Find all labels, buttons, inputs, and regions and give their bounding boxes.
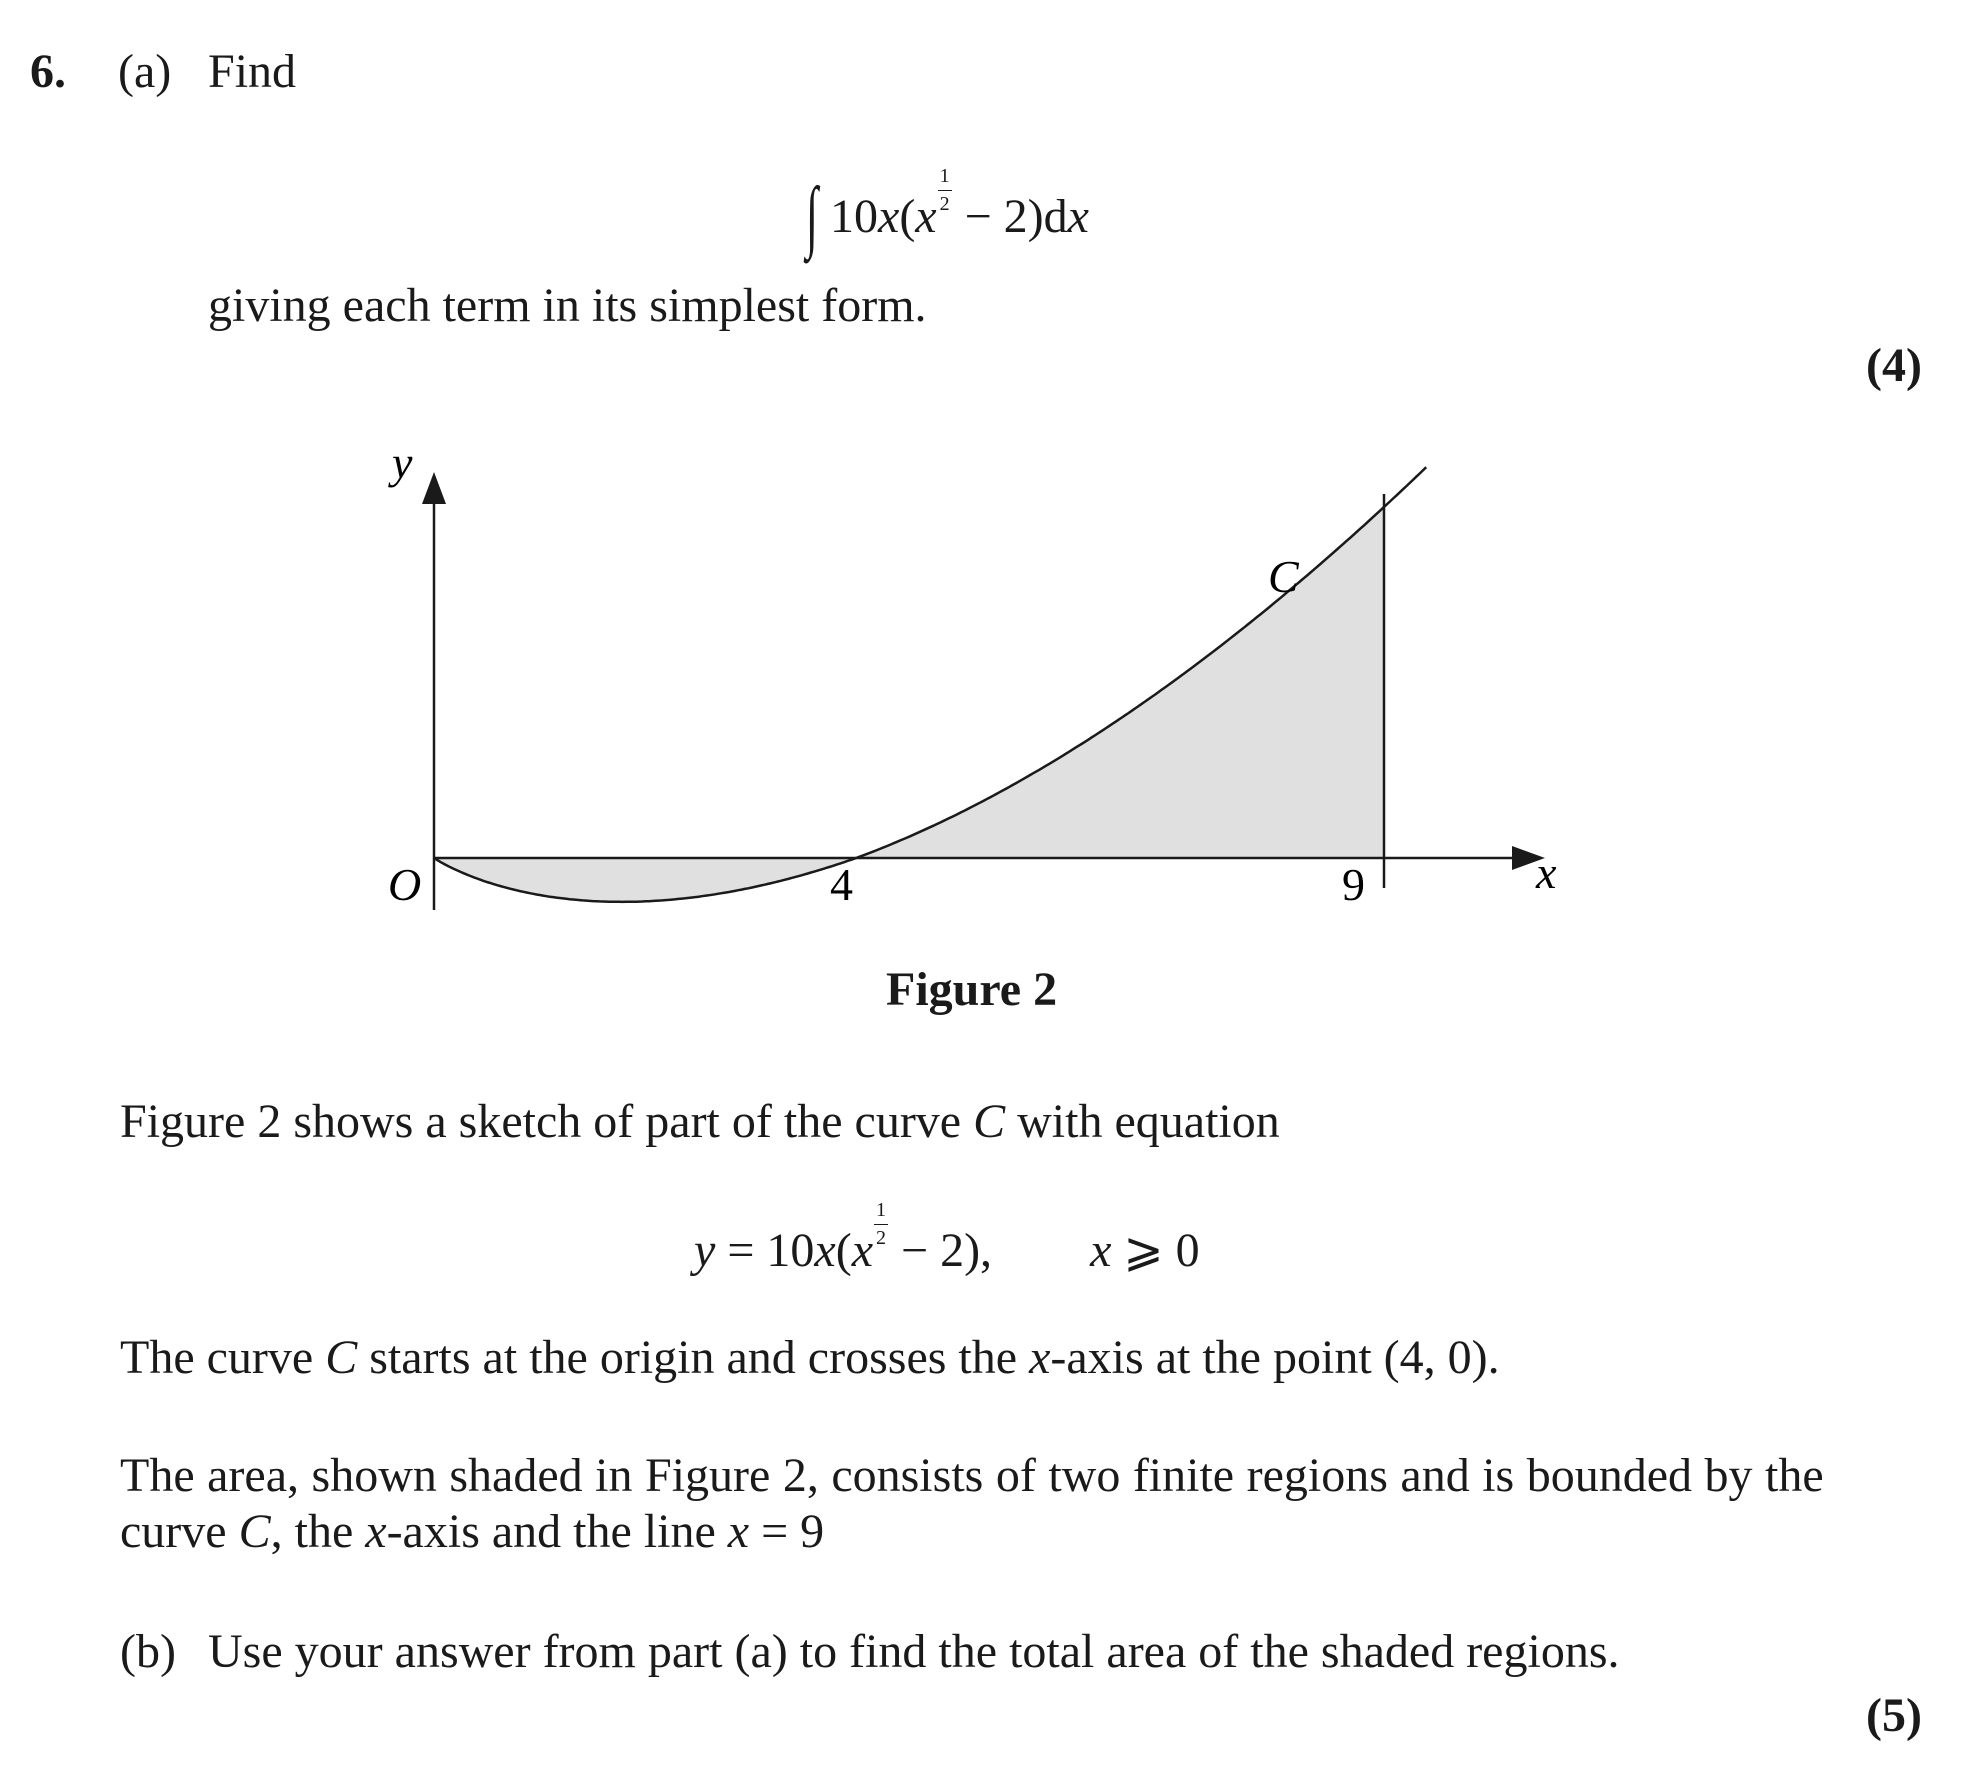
figure-caption: Figure 2	[886, 963, 1058, 1016]
origin-label: O	[388, 859, 422, 910]
part-a-verb: Find	[208, 45, 297, 98]
integral-sign-icon: ∫	[806, 172, 819, 260]
tick-label-4: 4	[830, 859, 853, 910]
figure-intro: Figure 2 shows a sketch of part of the curve C with equation	[120, 1095, 1280, 1148]
question-number: 6.	[30, 45, 66, 98]
part-b-marks: (5)	[1866, 1689, 1922, 1742]
crossing-sentence: The curve C starts at the origin and crosses the x-axis at the point (4, 0).	[120, 1331, 1500, 1384]
shaded-region-above-axis	[856, 507, 1384, 858]
part-b-text: Use your answer from part (a) to find the total area of the shaded regions.	[208, 1625, 1620, 1678]
curve-label: C	[1268, 551, 1299, 602]
part-a-label: (a)	[118, 45, 172, 98]
part-a-marks: (4)	[1866, 339, 1922, 392]
part-b-label: (b)	[120, 1625, 176, 1678]
area-sentence-line-1: The area, shown shaded in Figure 2, consists of two finite regions and is bounded by the	[120, 1449, 1824, 1502]
integral-expression: ∫ 10x(x $\frac{1}{2}$ − 2)dx	[806, 165, 1089, 260]
exponent-half: $\frac{1}{2}$	[939, 165, 950, 215]
curve-equation: y = 10x(x $\frac{1}{2}$ − 2), x ⩾ 0	[694, 1199, 1200, 1277]
y-axis-arrow-icon	[422, 472, 446, 504]
shaded-region-below-axis	[434, 858, 856, 902]
y-axis-label: y	[392, 437, 413, 488]
area-sentence-line-2: curve C, the x-axis and the line x = 9	[120, 1505, 825, 1558]
tick-label-9: 9	[1342, 859, 1365, 910]
x-axis-label: x	[1536, 847, 1557, 898]
part-a-instruction: giving each term in its simplest form.	[208, 279, 927, 332]
exponent-half: $\frac{1}{2}$	[876, 1199, 886, 1249]
